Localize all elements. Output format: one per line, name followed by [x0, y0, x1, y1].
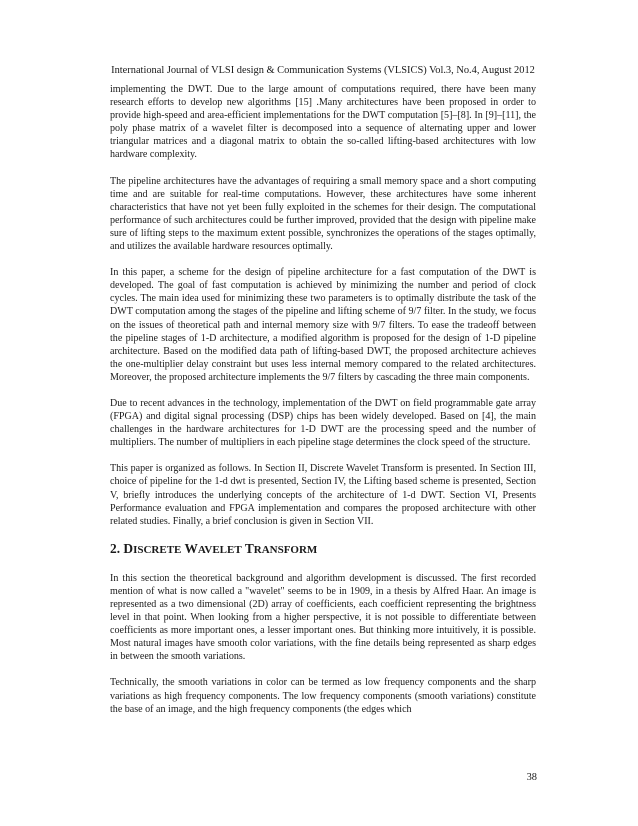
- page-body: [110, 83, 536, 729]
- body-paragraph: Due to recent advances in the technology, implementation of the DWT on field programmable gate array (FPGA) and digital signal processing (DSP) chips has been widely developed. Based on [4], the main challenges in the hardware architectures for 1-D DWT are the processing speed and the number of multipliers. The number of multipliers in each pipeline stage determines the clock speed of the structure.: [110, 397, 536, 449]
- section-paragraph: In this section the theoretical background and algorithm development is discussed. The first recorded mention of what is now called a "wavelet" seems to be in 1909, in a thesis by Alfred Haar. An image is represented as a two dimensional (2D) array of coefficients, each coefficient representing the brightness level in that point. When looking from a higher perspective, it is not possible to differentiate between coefficients as more important ones, a lesser important ones. But thinking more intuitively, it is possible. Most natural images have smooth color variations, with the fine details being represented as sharp edges in between the smooth variations.: [110, 572, 536, 663]
- section-heading: [110, 541, 536, 558]
- heading-word-wavelet: WAVELET: [184, 540, 242, 556]
- heading-word-discrete: DISCRETE: [123, 540, 182, 556]
- section-number: 2.: [110, 540, 121, 556]
- body-paragraph: The pipeline architectures have the advantages of requiring a small memory space and a short computing time and are suitable for real-time computations. However, these architectures have some inherent characteristics that have not yet been fully exploited in the schemes for their design. The computational performance of such architectures could be further improved, provided that the design with pipeline make sure of lifting steps to the maximum extent possible, synchronizes the operations of the stages optimally, and utilizes the available hardware resources optimally.: [110, 175, 536, 253]
- section-paragraph: Technically, the smooth variations in color can be termed as low frequency components and the sharp variations as high frequency components. The low frequency components (smooth variations) constitute the base of an image, and the high frequency components (the edges which: [110, 677, 536, 715]
- body-paragraph: In this paper, a scheme for the design of pipeline architecture for a fast computation of the DWT is developed. The goal of fast computation is achieved by minimizing the number and period of clock cycles. The main idea used for minimizing these two parameters is to optimally distribute the task of the DWT computation among the stages of the pipeline and lifting scheme of 9/7 filter. In the study, we focus on the issues of theoretical path and internal memory size with 9/7 filters. To ease the tradeoff between the pipeline stages of 1-D architecture, a modified algorithm is proposed for the design of 1-D pipeline architecture. Based on the modified data path of lifting-based DWT, the proposed architecture achieves the one-multiplier delay constraint but uses less internal memory compared to the related architectures. Moreover, the proposed architecture implements the 9/7 filters by cascading the three main components.: [110, 267, 536, 383]
- page-number: 38: [526, 772, 537, 783]
- heading-word-transform: TRANSFORM: [244, 540, 318, 556]
- body-paragraph: implementing the DWT. Due to the large amount of computations required, there have been many research efforts to develop new algorithms [15] .Many architectures have been proposed in order to provide high-speed and area-efficient implementations for the DWT computation [5]–[8]. In [9]–[11], the poly phase matrix of a wavelet filter is decomposed into a sequence of alternating upper and lower triangular matrices and a diagonal matrix to obtain the so-called lifting-based architectures with low hardware complexity.: [110, 84, 536, 161]
- body-paragraph: This paper is organized as follows. In Section II, Discrete Wavelet Transform is presented. In Section III, choice of pipeline for the 1-d dwt is presented, Section IV, the Lifting based scheme is presented, Section V, briefly introduces the underlying concepts of the architecture of 1-d DWT. Section VI, Presents Performance evaluation and FPGA implementation and compares the proposed architecture with other related studies. Finally, a brief conclusion is given in Section VII.: [110, 463, 536, 527]
- running-header: International Journal of VLSI design & Communication Systems (VLSICS) Vol.3, No.4, August 2012: [111, 65, 535, 76]
